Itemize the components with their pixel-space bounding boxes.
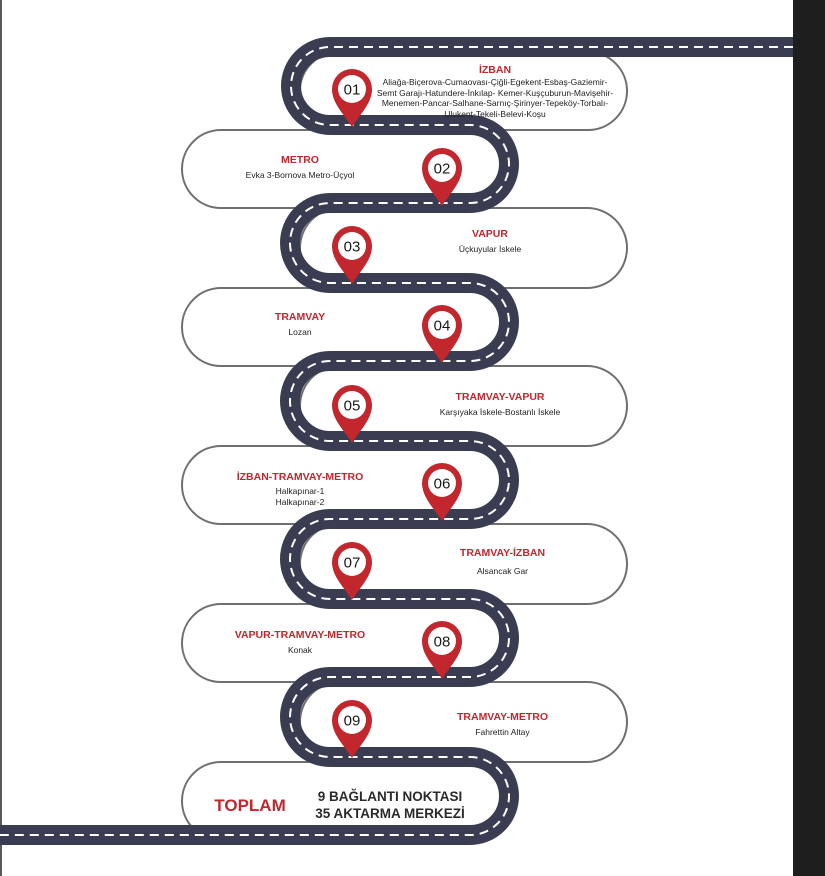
station-caption-07	[400, 547, 605, 577]
station-title: İZBAN	[478, 64, 512, 76]
pin-number: 08	[433, 633, 451, 651]
pin-number: 05	[343, 397, 361, 415]
station-line: Aliağa-Biçerova-Cumaovası-Çiğli-Egekent-Esbaş-Gaziemir-	[382, 77, 608, 87]
station-line: Karşıyaka İskele-Bostanlı İskele	[439, 407, 561, 417]
station-title: VAPUR	[472, 228, 508, 240]
station-caption-03	[395, 228, 585, 255]
pin-number: 07	[343, 554, 361, 572]
station-line: Üçkuyular İskele	[458, 244, 522, 254]
pin-number: 06	[433, 475, 451, 493]
station-title: TRAMVAY	[274, 311, 326, 323]
station-caption-02	[200, 154, 400, 181]
station-line: Evka 3-Bornova Metro-Üçyol	[245, 170, 355, 180]
station-line: Ulukent-Tekeli-Belevi-Koşu	[444, 108, 546, 119]
station-title: VAPUR-TRAMVAY-METRO	[234, 629, 366, 641]
total-connection-points: 9 BAĞLANTI NOKTASI	[317, 789, 463, 804]
station-line: Semt Garajı-Hatundere-İnkılap- Kemer-Kuşçuburun-Mavişehir-	[376, 87, 614, 98]
station-title: İZBAN-TRAMVAY-METRO	[236, 471, 364, 483]
station-line: Halkapınar-1	[275, 486, 325, 496]
station-title: TRAMVAY-VAPUR	[455, 391, 545, 403]
station-title: TRAMVAY-İZBAN	[459, 547, 546, 559]
station-caption-06	[200, 471, 400, 507]
pin-number: 01	[343, 81, 361, 99]
station-caption-09	[400, 711, 605, 738]
total-summary	[300, 788, 480, 822]
pin-number: 04	[433, 317, 451, 335]
station-line: Alsancak Gar	[476, 566, 529, 576]
station-line: Menemen-Pancar-Salhane-Sarnıç-Şirinyer-Tepeköy-Torbalı-	[381, 98, 609, 108]
station-title: TRAMVAY-METRO	[456, 711, 548, 723]
pin-number: 02	[433, 160, 451, 178]
station-line: Fahrettin Altay	[475, 727, 530, 737]
station-caption-08	[200, 629, 400, 656]
total-label: TOPLAM	[214, 796, 286, 815]
pin-number: 03	[343, 238, 361, 256]
station-title: METRO	[281, 154, 319, 166]
station-caption-01	[360, 64, 630, 119]
station-line: Halkapınar-2	[275, 496, 325, 507]
station-caption-05	[395, 391, 605, 418]
station-line: Lozan	[288, 327, 312, 337]
station-caption-04	[200, 311, 400, 338]
station-line: Konak	[287, 645, 313, 655]
pin-number: 09	[343, 712, 361, 730]
total-transfer-centers: 35 AKTARMA MERKEZİ	[315, 806, 465, 821]
